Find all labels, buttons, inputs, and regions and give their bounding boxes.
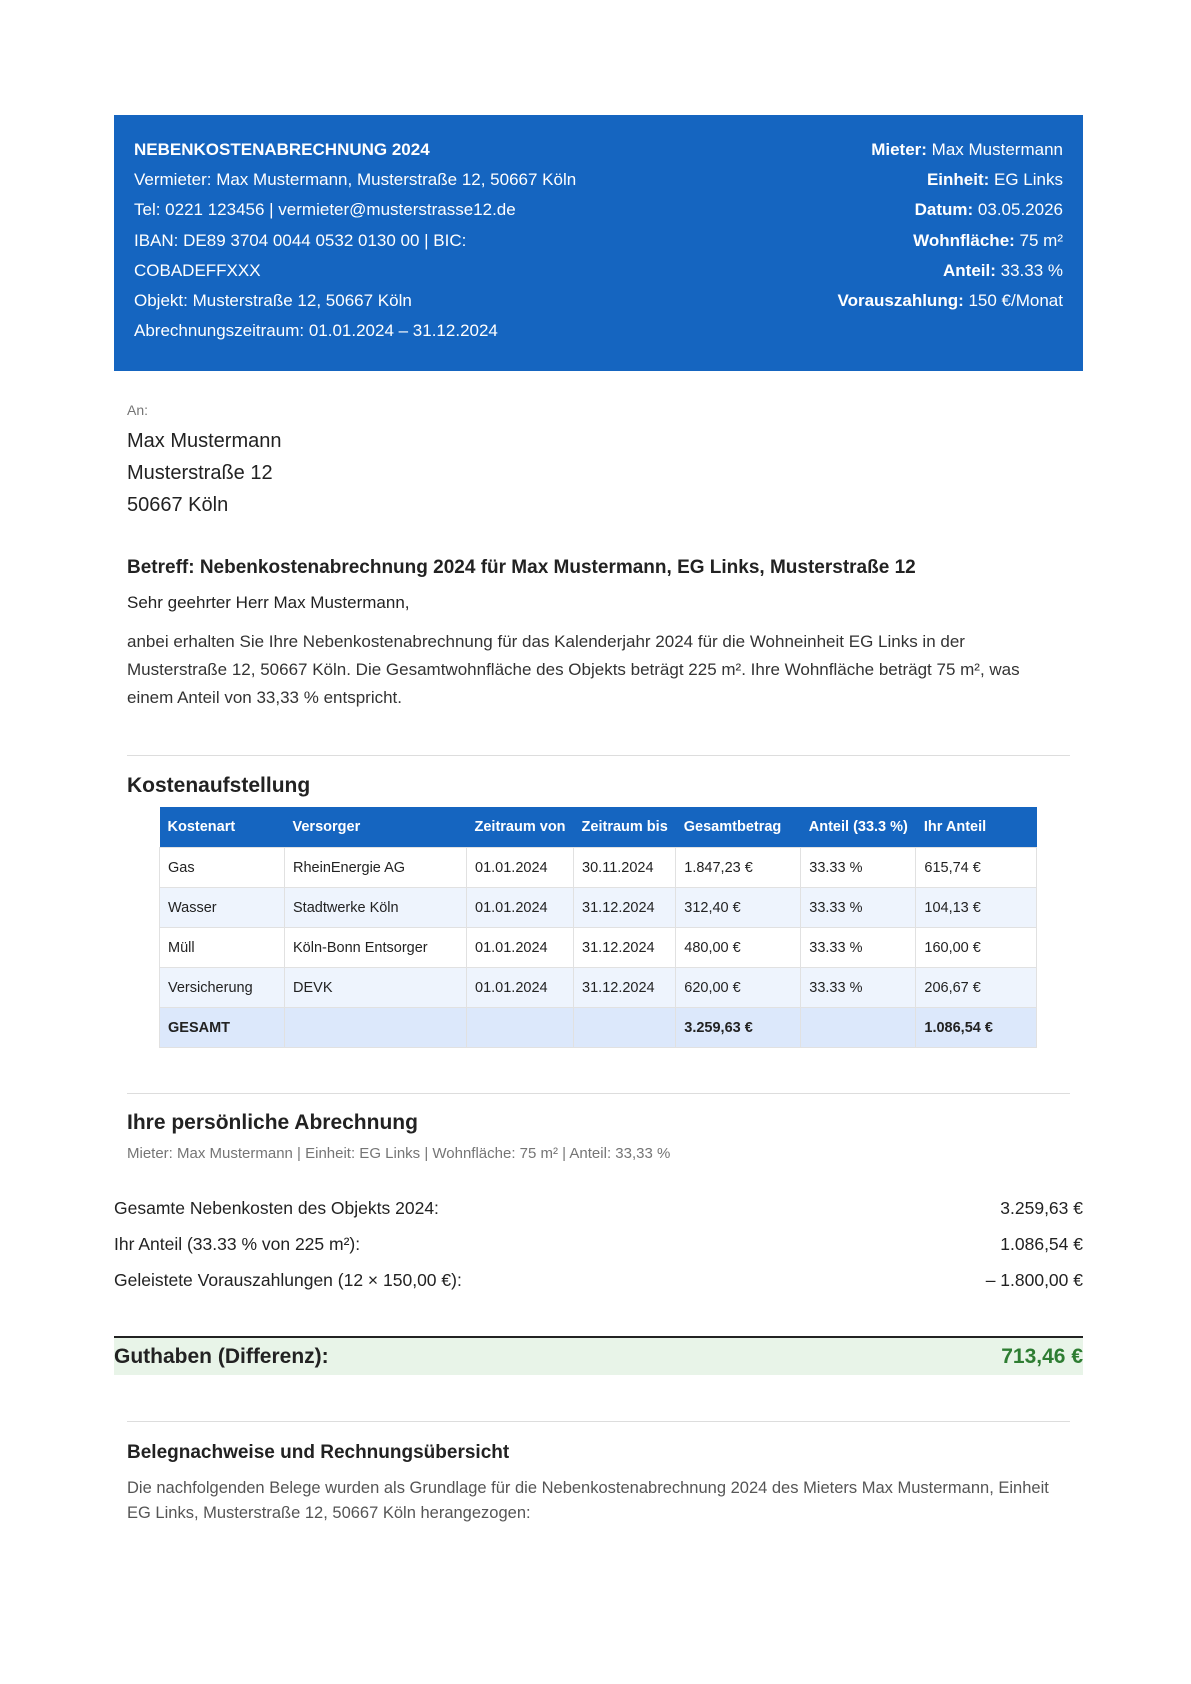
tenant-info-value: Max Mustermann xyxy=(926,140,1063,159)
calculation-row xyxy=(114,1262,1083,1298)
table-cell xyxy=(574,1008,676,1048)
table-cell: GESAMT xyxy=(160,1008,285,1048)
table-cell: 33.33 % xyxy=(801,888,916,928)
table-row xyxy=(160,848,1037,888)
tenant-info-value: 03.05.2026 xyxy=(973,200,1063,220)
calculation-list xyxy=(114,1190,1083,1298)
landlord-line: Vermieter: Max Mustermann, Musterstraße 12, 50667 Köln xyxy=(134,170,577,190)
table-cell: DEVK xyxy=(285,968,467,1008)
bic-line: COBADEFFXXX xyxy=(134,260,261,280)
table-cell: Wasser xyxy=(160,888,285,928)
table-row xyxy=(160,888,1037,928)
tenant-info-label: Einheit: xyxy=(926,170,990,190)
table-cell: 104,13 € xyxy=(916,888,1037,928)
table-cell xyxy=(801,1008,916,1048)
recipient-address xyxy=(114,401,1083,521)
table-cell: 01.01.2024 xyxy=(467,848,574,888)
column-header: Anteil (33.3 %) xyxy=(801,807,916,848)
table-cell: 1.086,54 € xyxy=(916,1008,1037,1048)
calculation-row xyxy=(114,1190,1083,1226)
subject-line: Betreff: Nebenkostenabrechnung 2024 für Max Mustermann, EG Links, Musterstraße 12 xyxy=(127,557,916,579)
tenant-info-row xyxy=(838,226,1064,256)
table-cell: 312,40 € xyxy=(676,888,801,928)
personal-subtitle: Mieter: Max Mustermann | Einheit: EG Links | Wohnfläche: 75 m² | Anteil: 33,33 % xyxy=(127,1145,671,1163)
table-cell: Versicherung xyxy=(160,968,285,1008)
table-cell: 01.01.2024 xyxy=(467,928,574,968)
tenant-info xyxy=(838,135,1064,346)
document-title: NEBENKOSTENABRECHNUNG 2024 xyxy=(134,140,430,159)
table-cell: 160,00 € xyxy=(916,928,1037,968)
intro-paragraph: anbei erhalten Sie Ihre Nebenkostenabrechnung für das Kalenderjahr 2024 für die Wohneinheit EG Links in der Musterstraße 12, 50667 Köln. Die Gesamtwohnfläche des Objekts beträgt 225 m². Ihre Wohnfläche beträgt 75 m², was einem Anteil von 33,33 % entspricht. xyxy=(127,632,1020,708)
table-cell: 01.01.2024 xyxy=(467,968,574,1008)
tenant-info-row xyxy=(838,286,1064,316)
table-cell: 33.33 % xyxy=(801,848,916,888)
table-cell: 480,00 € xyxy=(676,928,801,968)
tenant-info-value: 33.33 % xyxy=(995,260,1063,280)
tenant-info-label: Mieter: xyxy=(871,140,927,159)
tenant-info-label: Datum: xyxy=(914,200,974,220)
tenant-info-value: EG Links xyxy=(989,170,1063,190)
address-line: Musterstraße 12 xyxy=(127,462,273,485)
costs-section-title: Kostenaufstellung xyxy=(127,774,311,798)
tenant-info-row xyxy=(838,256,1064,286)
column-header: Ihr Anteil xyxy=(916,807,1037,848)
table-cell: 30.11.2024 xyxy=(574,848,676,888)
tenant-info-value: 150 €/Monat xyxy=(963,291,1063,311)
tenant-info-label: Vorauszahlung: xyxy=(837,291,964,311)
calculation-row xyxy=(114,1226,1083,1262)
column-header: Zeitraum bis xyxy=(574,807,676,848)
tenant-info-label: Wohnfläche: xyxy=(913,230,1015,250)
costs-table xyxy=(159,807,1037,1048)
tenant-info-row xyxy=(838,135,1064,165)
calculation-label: Gesamte Nebenkosten des Objekts 2024: xyxy=(114,1198,439,1219)
address-line: 50667 Köln xyxy=(127,494,229,517)
iban-line: IBAN: DE89 3704 0044 0532 0130 00 | BIC: xyxy=(134,230,467,250)
table-row xyxy=(160,928,1037,968)
salutation: Sehr geehrter Herr Max Mustermann, xyxy=(127,593,410,613)
table-cell: RheinEnergie AG xyxy=(285,848,467,888)
recipient-label: An: xyxy=(127,402,149,419)
total-row xyxy=(160,1008,1037,1048)
table-cell: 33.33 % xyxy=(801,968,916,1008)
tenant-info-row xyxy=(838,165,1064,195)
period-line: Abrechnungszeitraum: 01.01.2024 – 31.12.2024 xyxy=(134,321,498,341)
table-cell: 620,00 € xyxy=(676,968,801,1008)
table-cell: Stadtwerke Köln xyxy=(285,888,467,928)
table-header-row xyxy=(160,807,1037,848)
table-cell: 31.12.2024 xyxy=(574,968,676,1008)
table-cell: Gas xyxy=(160,848,285,888)
table-row xyxy=(160,968,1037,1008)
tenant-info-value: 75 m² xyxy=(1014,230,1063,250)
letterhead xyxy=(114,115,1083,371)
table-cell: 1.847,23 € xyxy=(676,848,801,888)
balance-result xyxy=(114,1336,1083,1375)
table-cell: 3.259,63 € xyxy=(676,1008,801,1048)
column-header: Kostenart xyxy=(160,807,285,848)
table-cell: 206,67 € xyxy=(916,968,1037,1008)
receipts-section-title: Belegnachweise und Rechnungsübersicht xyxy=(127,1442,510,1464)
table-cell xyxy=(285,1008,467,1048)
divider xyxy=(127,1421,1070,1422)
calculation-value: 3.259,63 € xyxy=(1000,1198,1083,1219)
calculation-value: 1.086,54 € xyxy=(1000,1234,1083,1255)
calculation-label: Ihr Anteil (33.33 % von 225 m²): xyxy=(114,1234,361,1255)
table-cell: Köln-Bonn Entsorger xyxy=(285,928,467,968)
table-cell: 01.01.2024 xyxy=(467,888,574,928)
balance-value: 713,46 € xyxy=(1001,1344,1083,1368)
table-cell: 31.12.2024 xyxy=(574,888,676,928)
divider xyxy=(127,755,1070,756)
column-header: Gesamtbetrag xyxy=(676,807,801,848)
calculation-value: – 1.800,00 € xyxy=(985,1270,1083,1291)
personal-section-title: Ihre persönliche Abrechnung xyxy=(127,1111,418,1135)
table-cell xyxy=(467,1008,574,1048)
tenant-info-label: Anteil: xyxy=(943,260,996,280)
table-cell: Müll xyxy=(160,928,285,968)
object-line: Objekt: Musterstraße 12, 50667 Köln xyxy=(134,291,412,311)
balance-label: Guthaben (Differenz): xyxy=(114,1344,329,1368)
address-line: Max Mustermann xyxy=(127,430,282,453)
column-header: Versorger xyxy=(285,807,467,848)
letter-intro xyxy=(114,556,1083,712)
table-cell: 33.33 % xyxy=(801,928,916,968)
tenant-info-row xyxy=(838,195,1064,225)
contact-line: Tel: 0221 123456 | vermieter@musterstrasse12.de xyxy=(134,200,516,220)
table-cell: 615,74 € xyxy=(916,848,1037,888)
divider xyxy=(127,1093,1070,1094)
receipts-paragraph: Die nachfolgenden Belege wurden als Grundlage für die Nebenkostenabrechnung 2024 des Mieters Max Mustermann, Einheit EG Links, Musterstraße 12, 50667 Köln herangezogen: xyxy=(127,1479,1049,1523)
landlord-info xyxy=(134,135,609,346)
column-header: Zeitraum von xyxy=(467,807,574,848)
table-cell: 31.12.2024 xyxy=(574,928,676,968)
calculation-label: Geleistete Vorauszahlungen (12 × 150,00 €): xyxy=(114,1270,462,1291)
document-page xyxy=(114,115,1083,1526)
